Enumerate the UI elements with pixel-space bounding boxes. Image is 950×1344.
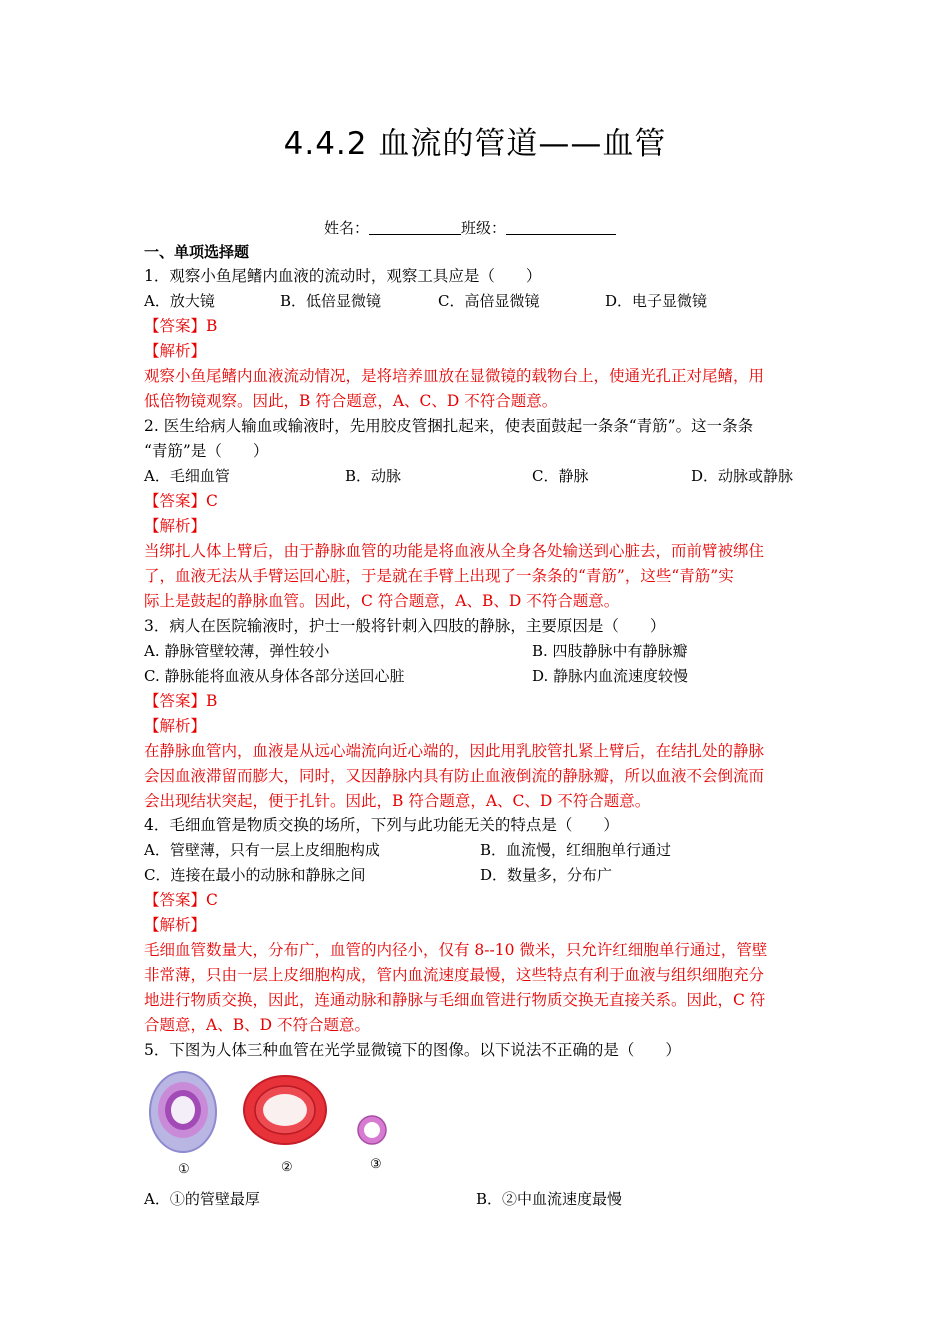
- q5-option-a: A．①的管壁最厚: [144, 1190, 260, 1208]
- q2-stem-line: “青筋”是（ ）: [144, 442, 269, 460]
- q4-analysis-label: 【解析】: [144, 916, 207, 934]
- q2-option-d: D．动脉或静脉: [691, 467, 794, 485]
- q2-option-b: B．动脉: [345, 467, 402, 485]
- q4-option-c: C．连接在最小的动脉和静脉之间: [144, 866, 366, 884]
- q3-option-a: A. 静脉管壁较薄，弹性较小: [144, 642, 330, 660]
- vessel-1-image: [150, 1072, 216, 1152]
- q2-analysis-line: 当绑扎人体上臂后，由于静脉血管的功能是将血液从全身各处输送到心脏去，而前臂被绑住: [144, 542, 765, 560]
- vessel-1-label: ①: [178, 1162, 190, 1177]
- q1-analysis-line: 低倍物镜观察。因此，B 符合题意，A、C、D 不符合题意。: [144, 392, 558, 410]
- q1-option-b: B．低倍显微镜: [280, 292, 382, 310]
- q1-option-d: D．电子显微镜: [605, 292, 708, 310]
- q3-option-d: D. 静脉内血流速度较慢: [532, 667, 689, 685]
- q1-analysis-label: 【解析】: [144, 342, 207, 360]
- name-label: 姓名：: [324, 219, 370, 237]
- q1-option-a: A．放大镜: [144, 292, 215, 310]
- q4-stem: 4．毛细血管是物质交换的场所，下列与此功能无关的特点是（ ）: [144, 816, 619, 834]
- q2-analysis-line: 际上是鼓起的静脉血管。因此，C 符合题意，A、B、D 不符合题意。: [144, 592, 620, 610]
- q2-analysis-line: 了，血液无法从手臂运回心脏，于是就在手臂上出现了一条条的“青筋”，这些“青筋”实: [144, 567, 734, 585]
- class-label: 班级：: [461, 219, 507, 237]
- q4-answer: 【答案】C: [144, 891, 218, 909]
- q4-analysis-line: 地进行物质交换，因此，连通动脉和静脉与毛细血管进行物质交换无直接关系。因此，C 符: [144, 991, 766, 1009]
- q5-option-b: B．②中血流速度最慢: [476, 1190, 623, 1208]
- vessel-2-label: ②: [281, 1160, 293, 1175]
- q4-option-a: A．管壁薄，只有一层上皮细胞构成: [144, 841, 380, 859]
- q2-stem-line: 2. 医生给病人输血或输液时，先用胶皮管捆扎起来，使表面鼓起一条条“青筋”。这一条条: [144, 417, 754, 435]
- vessel-3-label: ③: [370, 1157, 382, 1172]
- q4-analysis-line: 毛细血管数量大，分布广，血管的内径小，仅有 8--10 微米，只允许红细胞单行通过，管壁: [144, 941, 768, 959]
- q3-analysis-line: 会因血液滞留而膨大，同时，又因静脉内具有防止血液倒流的静脉瓣，所以血液不会倒流而: [144, 767, 765, 785]
- q2-option-a: A．毛细血管: [144, 467, 230, 485]
- q3-stem: 3．病人在医院输液时，护士一般将针刺入四肢的静脉，主要原因是（ ）: [144, 617, 666, 635]
- section-heading: 一、单项选择题: [144, 243, 250, 261]
- vessel-3-image: [358, 1116, 386, 1144]
- q3-analysis-line: 会出现结状突起，便于扎针。因此，B 符合题意，A、C、D 不符合题意。: [144, 792, 651, 810]
- q2-analysis-label: 【解析】: [144, 517, 207, 535]
- q4-analysis-line: 非常薄，只由一层上皮细胞构成，管内血流速度最慢，这些特点有利于血液与组织细胞充分: [144, 966, 765, 984]
- page-title: 4.4.2 血流的管道——血管: [283, 126, 667, 162]
- q2-option-c: C．静脉: [532, 467, 589, 485]
- q4-option-d: D．数量多，分布广: [480, 866, 613, 884]
- q3-option-b: B. 四肢静脉中有静脉瓣: [532, 642, 688, 660]
- q1-analysis-line: 观察小鱼尾鳍内血液流动情况，是将培养皿放在显微镜的载物台上，使通光孔正对尾鳍，用: [144, 367, 765, 385]
- blood-vessel-figure: [144, 1066, 404, 1166]
- q3-answer: 【答案】B: [144, 692, 218, 710]
- class-blank[interactable]: [506, 220, 616, 235]
- q3-option-c: C. 静脉能将血液从身体各部分送回心脏: [144, 667, 405, 685]
- vessel-2-image: [244, 1076, 326, 1144]
- name-blank[interactable]: [369, 220, 461, 235]
- q3-analysis-line: 在静脉血管内，血液是从远心端流向近心端的，因此用乳胶管扎紧上臂后，在结扎处的静脉: [144, 742, 765, 760]
- q1-option-c: C．高倍显微镜: [438, 292, 540, 310]
- q1-stem: 1．观察小鱼尾鳍内血液的流动时，观察工具应是（ ）: [144, 267, 542, 285]
- student-info-line: [324, 217, 616, 238]
- q1-answer: 【答案】B: [144, 317, 218, 335]
- q4-option-b: B．血流慢，红细胞单行通过: [480, 841, 672, 859]
- q2-answer: 【答案】C: [144, 492, 218, 510]
- q4-analysis-line: 合题意，A、B、D 不符合题意。: [144, 1016, 370, 1034]
- q3-analysis-label: 【解析】: [144, 717, 207, 735]
- q5-stem: 5．下图为人体三种血管在光学显微镜下的图像。以下说法不正确的是（ ）: [144, 1041, 681, 1059]
